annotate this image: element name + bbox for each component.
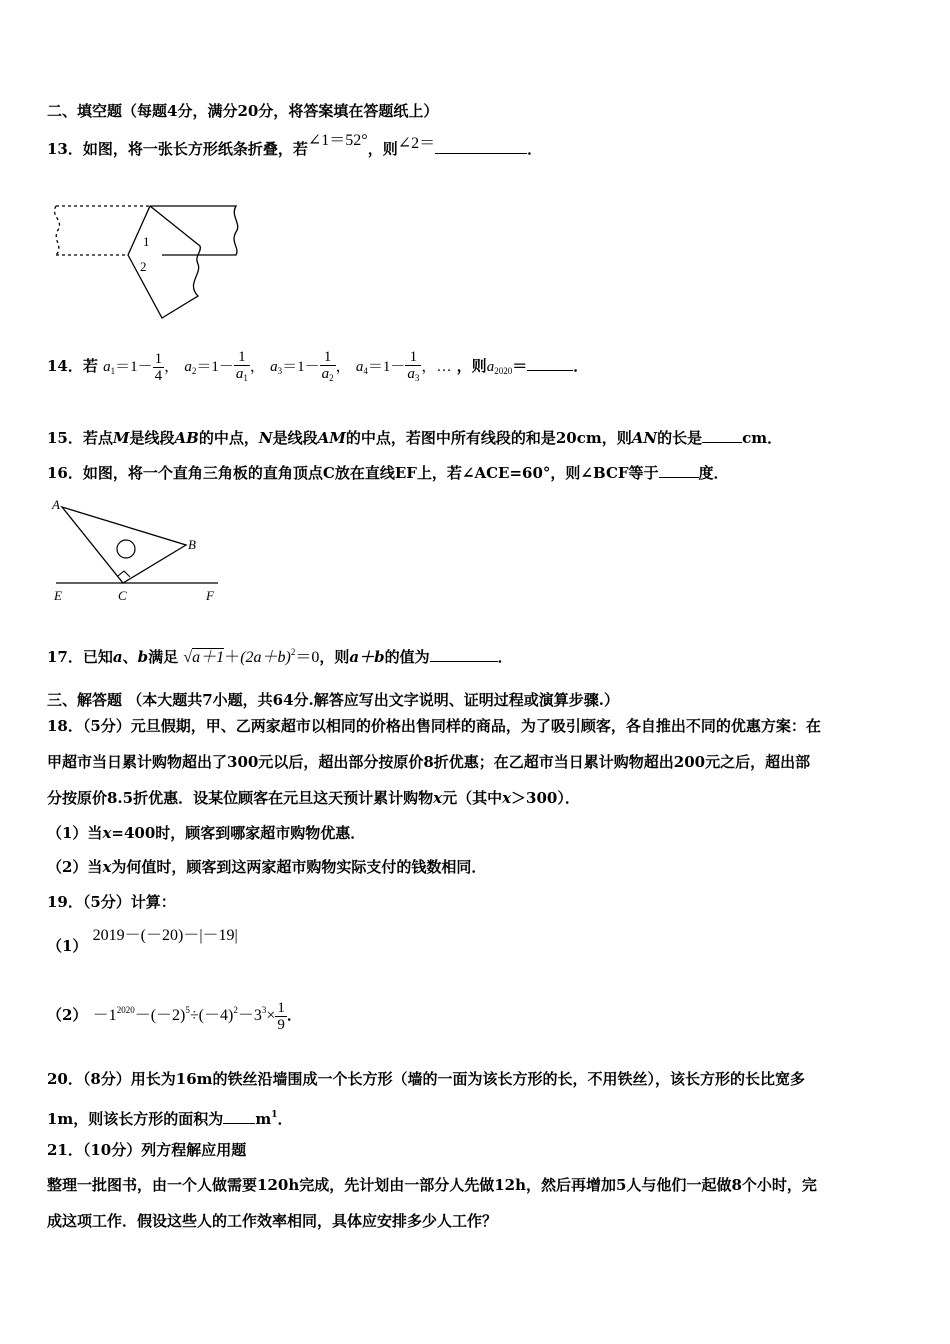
- label-C: C: [118, 588, 127, 603]
- question-18-line-3: 分按原价8.5折优惠．设某位顾客在元旦这天预计累计购物x元（其中x＞300）．: [47, 789, 580, 807]
- question-13: 13．如图，将一张长方形纸条折叠，若∠1＝52°，则∠2＝ ．: [47, 132, 543, 158]
- question-20-line-1: 20．（8分）用长为16m的铁丝沿墙围成一个长方形（墙的一面为该长方形的长，不用铁丝），该长方形的长比宽多: [47, 1070, 806, 1088]
- label-E: E: [54, 588, 62, 603]
- q19-expression-1: 2019－(－20)－|－19|: [92, 927, 238, 944]
- answer-blank[interactable]: [702, 428, 742, 443]
- answer-blank[interactable]: [223, 1109, 255, 1124]
- answer-blank[interactable]: [435, 139, 527, 154]
- q13-ask: ∠2＝: [397, 135, 436, 152]
- fraction-1-4: $\frac{1}{4}$: [154, 350, 163, 384]
- q16-triangle-figure: [48, 495, 228, 607]
- label-F: F: [206, 588, 214, 603]
- question-21-title: 21．（10分）列方程解应用题: [47, 1141, 247, 1159]
- question-18-line-2: 甲超市当日累计购物超出了300元以后，超出部分按原价8折优惠；在乙超市当日累计购物超出200元之后，超出部: [47, 753, 811, 771]
- answer-blank[interactable]: [659, 463, 699, 478]
- question-18-line-1: 18．（5分）元旦假期，甲、乙两家超市以相同的价格出售同样的商品，为了吸引顾客，各自推出不同的优惠方案：在: [47, 717, 821, 735]
- section-heading-solutions: 三、解答题 （本大题共7小题，共64分.解答应写出文字说明、证明过程或演算步骤.）: [47, 691, 619, 709]
- fig-label-1: 1: [143, 234, 150, 249]
- question-21-line-1: 整理一批图书，由一个人做需要120h完成，先计划由一部分人先做12h，然后再增加5人与他们一起做8个小时，完: [47, 1176, 817, 1194]
- answer-blank[interactable]: [430, 647, 498, 662]
- question-15: 15．若点M是线段AB的中点，N是线段AM的中点，若图中所有线段的和是20cm，则AN的长是 cm．: [47, 429, 783, 447]
- q19-expression-2: $-1^{2020}-(-2)^5\div(-4)^2-3^3\times$ $\frac{1}{9}$: [92, 999, 285, 1033]
- question-19-part-2: $(2) -1^{2020}-(-2)^5\div(-4)^2-3^3\times$ $\frac{1}{9}$ ．: [47, 999, 302, 1033]
- fig-label-2: 2: [140, 259, 147, 274]
- question-20-line-2: 1m，则该长方形的面积为 $m^1$．: [47, 1110, 293, 1128]
- label-A: A: [52, 497, 60, 512]
- question-18-sub-2: （2）当x为何值时，顾客到这两家超市购物实际支付的钱数相同．: [47, 858, 487, 876]
- label-B: B: [188, 537, 196, 552]
- q13-condition: ∠1＝52°: [307, 132, 368, 149]
- q17-equation: $√a+1+(2a+b)^2=0$: [183, 647, 320, 666]
- question-19-title: 19．（5分）计算：: [47, 893, 176, 911]
- question-17: 17．已知a、b满足 $√a+1+(2a+b)^2=0$，则a＋b的值为 ．: [47, 647, 513, 666]
- question-21-line-2: 成这项工作．假设这些人的工作效率相同，具体应安排多少人工作？: [47, 1212, 498, 1230]
- section-heading-fill-blank: 二、填空题（每题4分，满分20分，将答案填在答题纸上）: [47, 102, 439, 120]
- question-18-sub-1: （1）当x=400时，顾客到哪家超市购物优惠．: [47, 824, 366, 842]
- question-16: 16．如图，将一个直角三角板的直角顶点C放在直线EF上，若∠ACE=60°，则∠BCF等于 度．: [47, 464, 729, 482]
- answer-blank[interactable]: [527, 356, 573, 371]
- q13-folded-strip-figure: [50, 198, 250, 323]
- question-19-part-1: （1） 2019－(－20)－|－19|: [47, 927, 238, 955]
- question-14: 14．若 $a_1=1-$ $\frac{1}{4}$ ， $a_2=1-$ $\frac{1}{a_1}$ ， $a_3=1-$ $\frac{1}{a_2}$ ， $a_4=1-$ $\frac{1}{a_3}$ ，… ，则$a_{2020}=$ ．: [47, 348, 589, 384]
